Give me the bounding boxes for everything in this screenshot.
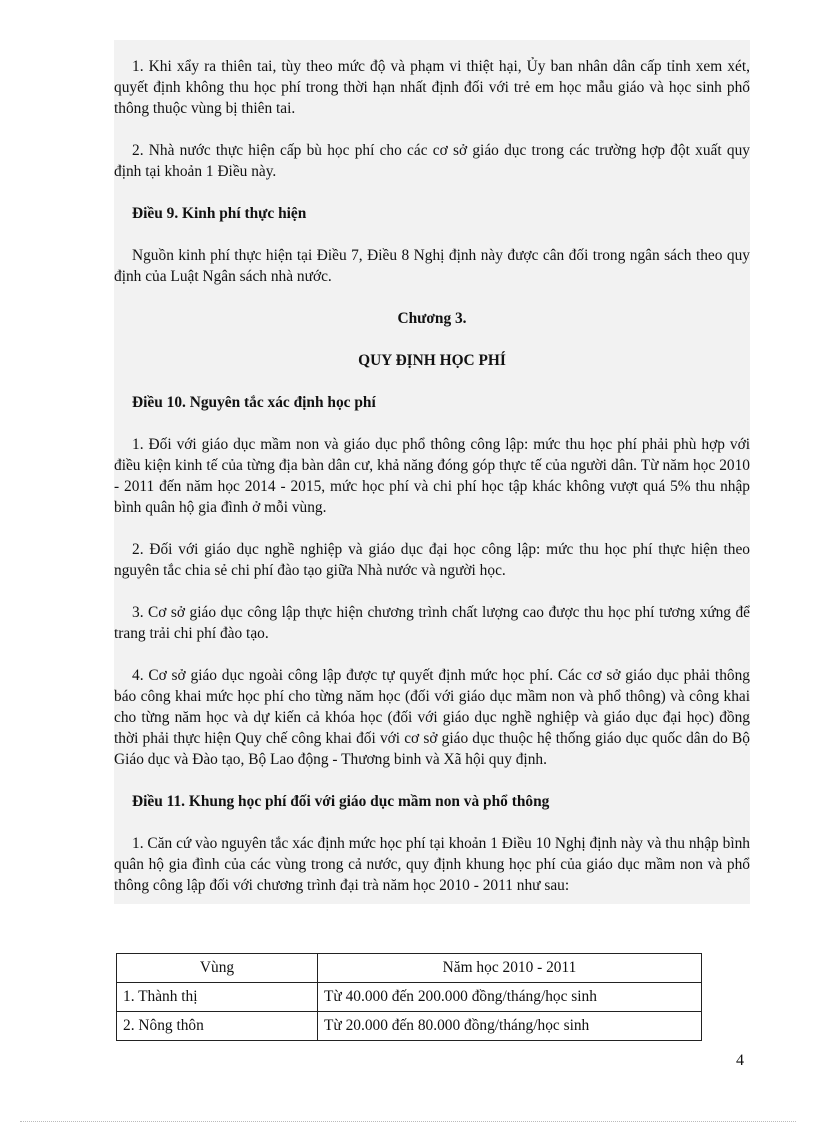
document-body — [114, 40, 750, 904]
paragraph-clause-2: 2. Nhà nước thực hiện cấp bù học phí cho các cơ sở giáo dục trong các trường hợp đột xuất quy định tại khoản 1 Điều này. — [114, 142, 750, 180]
fee-table — [116, 953, 702, 1041]
table-header-row — [117, 954, 702, 983]
article-11-heading: Điều 11. Khung học phí đối với giáo dục mầm non và phổ thông — [132, 793, 550, 810]
table-cell-region: 1. Thành thị — [117, 983, 318, 1012]
page-bottom-divider — [20, 1121, 796, 1122]
paragraph-principle-1: 1. Đối với giáo dục mầm non và giáo dục phổ thông công lập: mức thu học phí phải phù hợp với điều kiện kinh tế của từng địa bàn dân cư, khả năng đóng góp thực tế của người dân. Từ năm học 2010 - 2011 đến năm học 2014 - 2015, mức học phí và chi phí học tập khác không vượt quá 5% thu nhập bình quân hộ gia đình ở mỗi vùng. — [114, 436, 750, 516]
paragraph-clause-1: 1. Khi xẩy ra thiên tai, tùy theo mức độ và phạm vi thiệt hại, Ủy ban nhân dân cấp tỉnh xem xét, quyết định không thu học phí trong thời hạn nhất định đối với trẻ em học mẫu giáo và học sinh phổ thông thuộc vùng bị thiên tai. — [114, 58, 750, 117]
paragraph-funding: Nguồn kinh phí thực hiện tại Điều 7, Điều 8 Nghị định này được cân đối trong ngân sách theo quy định của Luật Ngân sách nhà nước. — [114, 247, 750, 285]
table-row — [117, 983, 702, 1012]
page-number: 4 — [736, 1052, 744, 1069]
table-row — [117, 1012, 702, 1041]
table-cell-fee: Từ 40.000 đến 200.000 đồng/tháng/học sinh — [318, 983, 702, 1012]
article-10-heading: Điều 10. Nguyên tắc xác định học phí — [132, 394, 376, 411]
paragraph-principle-4: 4. Cơ sở giáo dục ngoài công lập được tự quyết định mức học phí. Các cơ sở giáo dục phải thông báo công khai mức học phí cho từng năm học (đối với giáo dục mầm non và phổ thông) và công khai cho từng năm học và dự kiến cả khóa học (đối với giáo dục nghề nghiệp và giáo dục đại học) đồng thời phải thực hiện Quy chế công khai đối với cơ sở giáo dục thuộc hệ thống giáo dục quốc dân do Bộ Giáo dục và Đào tạo, Bộ Lao động - Thương binh và Xã hội quy định. — [114, 667, 750, 768]
fee-table-container — [116, 953, 702, 1041]
chapter-title: QUY ĐỊNH HỌC PHÍ — [358, 352, 506, 369]
table-cell-region: 2. Nông thôn — [117, 1012, 318, 1041]
paragraph-principle-3: 3. Cơ sở giáo dục công lập thực hiện chương trình chất lượng cao được thu học phí tương xứng để trang trải chi phí đào tạo. — [114, 604, 750, 642]
chapter-number: Chương 3. — [397, 310, 467, 327]
article-9-heading: Điều 9. Kinh phí thực hiện — [132, 205, 307, 222]
table-header-year: Năm học 2010 - 2011 — [318, 954, 702, 983]
paragraph-fee-frame: 1. Căn cứ vào nguyên tắc xác định mức học phí tại khoản 1 Điều 10 Nghị định này và thu nhập bình quân hộ gia đình của các vùng trong cả nước, quy định khung học phí của giáo dục mầm non và phổ thông công lập đối với chương trình đại trà năm học 2010 - 2011 như sau: — [114, 835, 750, 894]
paragraph-principle-2: 2. Đối với giáo dục nghề nghiệp và giáo dục đại học công lập: mức thu học phí thực hiện theo nguyên tắc chia sẻ chi phí đào tạo giữa Nhà nước và người học. — [114, 541, 750, 579]
table-cell-fee: Từ 20.000 đến 80.000 đồng/tháng/học sinh — [318, 1012, 702, 1041]
table-header-region: Vùng — [117, 954, 318, 983]
